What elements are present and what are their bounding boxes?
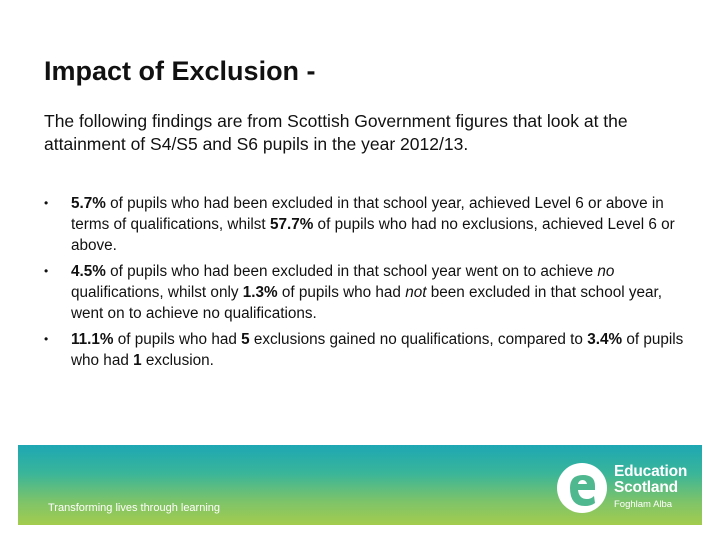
logo-line-scotland: Scotland xyxy=(614,479,678,496)
list-text: qualifications, whilst only xyxy=(71,284,243,301)
list-text: exclusions gained no qualifications, compared to xyxy=(249,331,588,348)
education-scotland-logo xyxy=(556,460,701,516)
footer-banner xyxy=(18,445,702,525)
stat-value: 1.3% xyxy=(242,284,278,301)
emphasis-text: no xyxy=(597,263,615,280)
list-text: been excluded in that school year, went on to achieve no qualifications. xyxy=(71,284,663,322)
intro-paragraph: The following findings are from Scottish Government figures that look at the attainment of S4/S5 and S6 pupils in the year 2012/13. xyxy=(44,111,628,154)
bullet-icon: • xyxy=(44,332,49,346)
stat-value: 57.7% xyxy=(269,216,314,233)
findings-list xyxy=(44,193,692,376)
logo-subtitle: Foghlam Alba xyxy=(614,499,673,510)
bullet-icon: • xyxy=(44,264,49,278)
stat-value: 5.7% xyxy=(71,195,106,212)
stat-value: 1 xyxy=(133,352,142,369)
list-item xyxy=(44,193,692,256)
list-text: of pupils who had xyxy=(277,284,406,301)
list-text: of pupils who had xyxy=(113,331,242,348)
logo-line-education: Education xyxy=(614,463,688,480)
stat-value: 11.1% xyxy=(71,331,114,348)
list-text: exclusion. xyxy=(141,352,214,369)
emphasis-text: not xyxy=(405,284,427,301)
stat-value: 5 xyxy=(241,331,250,348)
list-text: of pupils who had xyxy=(71,331,684,369)
stat-value: 3.4% xyxy=(587,331,623,348)
list-text: of pupils who had been excluded in that school year, achieved Level 6 or above in terms of qualifications, whilst xyxy=(71,195,664,233)
footer-tagline: Transforming lives through learning xyxy=(48,502,221,514)
logo-e-icon xyxy=(556,460,608,516)
slide-title: Impact of Exclusion - xyxy=(44,56,316,86)
list-text: of pupils who had no exclusions, achieved Level 6 or above. xyxy=(71,216,675,254)
list-item xyxy=(44,329,692,371)
list-item xyxy=(44,261,692,324)
stat-value: 4.5% xyxy=(71,263,106,280)
bullet-icon: • xyxy=(44,196,49,210)
list-text: of pupils who had been excluded in that school year went on to achieve xyxy=(105,263,598,280)
